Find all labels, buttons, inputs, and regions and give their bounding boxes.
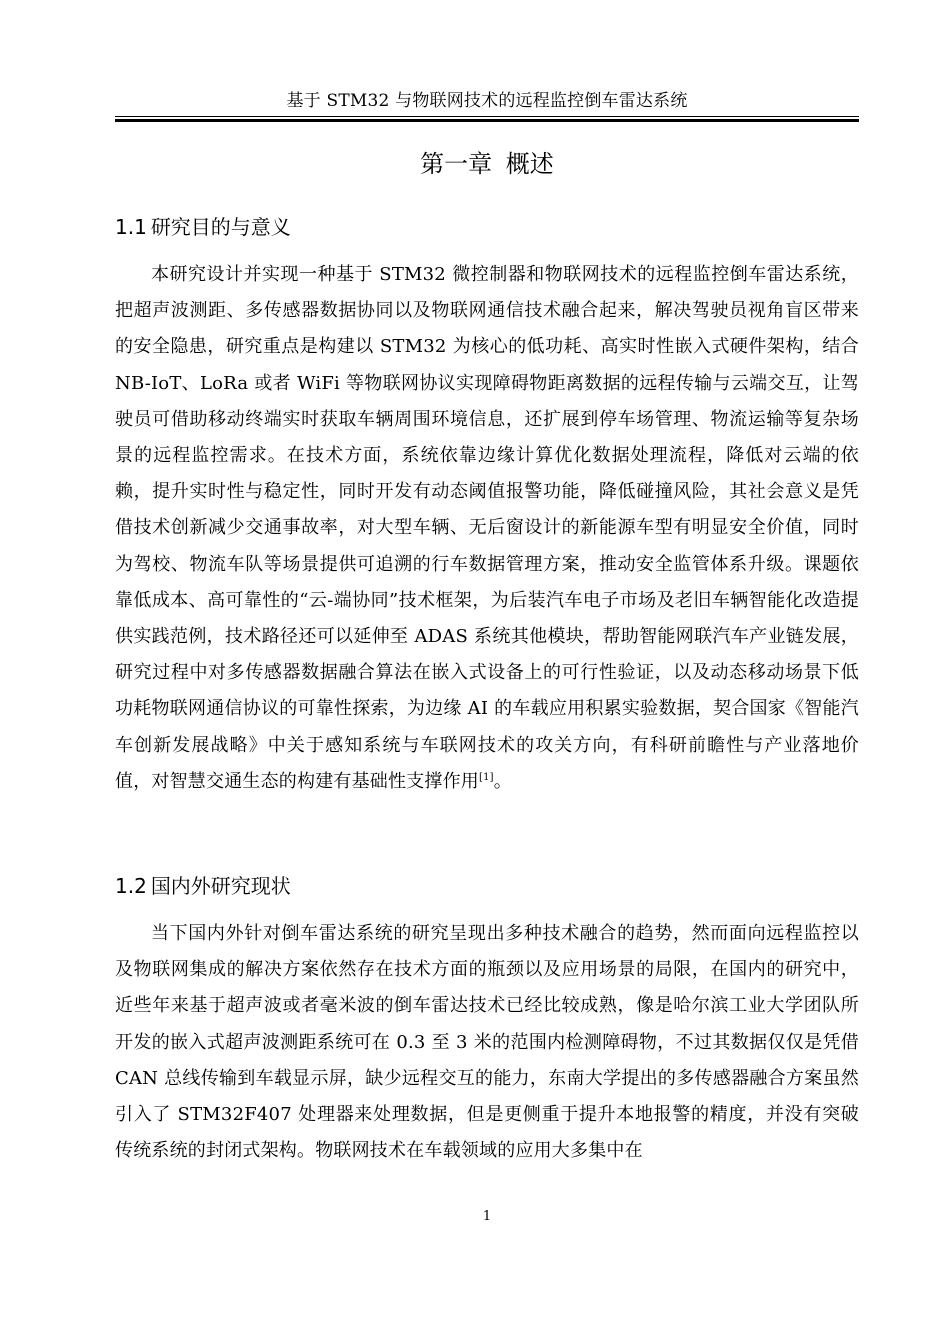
section-1-2-paragraph: [115, 916, 859, 1169]
chapter-title: 第一章 概述: [420, 150, 554, 178]
paragraph-text: 当下国内外针对倒车雷达系统的研究呈现出多种技术融合的趋势，然而面向远程监控以及物联网集成的解决方案依然存在技术方面的瓶颈以及应用场景的局限，在国内的研究中，近些年来基于超声波或者毫米波的倒车雷达技术已经比较成熟，像是哈尔滨工业大学团队所开发的嵌入式超声波测距系统可在 0.3 至 3 米的范围内检测障碍物，不过其数据仅仅是凭借 CAN 总线传输到车载显示屏，缺少远程交互的能力，东南大学提出的多传感器融合方案虽然引入了 STM32F407 处理器来处理数据，但是更侧重于提升本地报警的精度，并没有突破传统系统的封闭式架构。物联网技术在车载领域的应用大多集中在: [115, 923, 859, 1162]
header-rule-thin: [115, 116, 859, 117]
header-rule-thick: [115, 119, 859, 122]
section-1-1-paragraph: [115, 257, 859, 800]
running-header-title: 基于 STM32 与物联网技术的远程监控倒车雷达系统: [286, 91, 688, 111]
section-heading-1-2: [115, 872, 859, 900]
section-title: 研究目的与意义: [150, 215, 291, 239]
section-number: 1.1: [115, 215, 147, 239]
page-number: 1: [482, 1209, 492, 1224]
paragraph-text: 本研究设计并实现一种基于 STM32 微控制器和物联网技术的远程监控倒车雷达系统，把超声波测距、多传感器数据协同以及物联网通信技术融合起来，解决驾驶员视角盲区带来的安全隐患，研究重点是构建以 STM32 为核心的低功耗、高实时性嵌入式硬件架构，结合 NB-IoT、LoRa 或者 WiFi 等物联网协议实现障碍物距离数据的远程传输与云端交互，让驾驶员可借助移动终端实时获取车辆周围环境信息，还扩展到停车场管理、物流运输等复杂场景的远程监控需求。在技术方面，系统依靠边缘计算优化数据处理流程，降低对云端的依赖，提升实时性与稳定性，同时开发有动态阈值报警功能，降低碰撞风险，其社会意义是凭借技术创新减少交通事故率，对大型车辆、无后窗设计的新能源车型有明显安全价值，同时为驾校、物流车队等场景提供可追溯的行车数据管理方案，推动安全监管体系升级。课题依靠低成本、高可靠性的“云-端协同”技术框架，为后装汽车电子市场及老旧车辆智能化改造提供实践范例，技术路径还可以延伸至 ADAS 系统其他模块，帮助智能网联汽车产业链发展，研究过程中对多传感器数据融合算法在嵌入式设备上的可行性验证，以及动态移动场景下低功耗物联网通信协议的可靠性探索，为边缘 AI 的车载应用积累实验数据，契合国家《智能汽车创新发展战略》中关于感知系统与车联网技术的攻关方向，有科研前瞻性与产业落地价值，对智慧交通生态的构建有基础性支撑作用: [115, 264, 859, 792]
paragraph-end: 。: [493, 770, 512, 792]
citation-marker: [1]: [479, 771, 494, 783]
section-number: 1.2: [115, 874, 147, 898]
section-title: 国内外研究现状: [150, 874, 291, 898]
section-heading-1-1: [115, 213, 859, 241]
